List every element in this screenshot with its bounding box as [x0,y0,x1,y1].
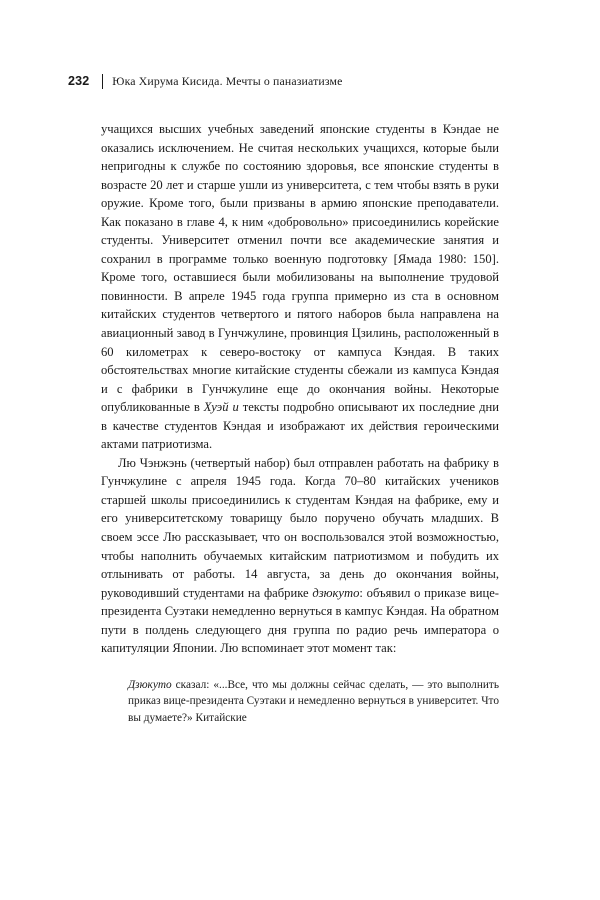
page-header [68,74,532,89]
paragraph-2-italic: дзюкуто [312,585,360,600]
body-text [101,120,499,727]
paragraph-2-tail: : объявил о приказе вице-президента Суэтаки немедленно вернуться в кампус Кэндая. На обратном пути в полдень следующего дня группа по радио речь императора о капитуляции Японии. Лю вспоминает этот момент так: [101,585,500,656]
paragraph-1-text: учащихся высших учебных заведений японские студенты в Кэндае не оказались исключением. Не считая нескольких учащихся, которые были непригодны к службе по состоянию здоровья, все японские студенты в возрасте 20 лет и старше ушли из университета, с тем чтобы взять в руки оружие. Кроме того, были призваны в армию японские преподаватели. Как показано в главе 4, к ним «добровольно» присоединились корейские студенты. Университет отменил почти все академические занятия и сохранил в программе только военную подготовку [Ямада 1980: 150]. Кроме того, оставшиеся были мобилизованы на выполнение трудовой повинности. В апреле 1945 года группа примерно из ста в основном китайских студентов четвертого и пятого наборов была направлена на авиационный завод в Гунчжулине, провинция Цзилинь, расположенный в 60 километрах к северо-востоку от кампуса Кэндая. В таких обстоятельствах многие китайские студенты сбежали из кампуса Кэндая и с фабрики в Гунчжулине еще до окончания войны. Некоторые опубликованные в [101,122,499,415]
block-quote-italic: Дзюкуто [128,678,172,691]
page-number: 232 [68,74,90,88]
paragraph-2 [101,454,499,658]
header-divider [102,74,103,89]
paragraph-2-text: Лю Чэнжэнь (четвертый набор) был отправлен работать на фабрику в Гунчжулине с апреля 1945 года. Когда 70–80 китайских учеников старшей школы присоединились к студентам Кэндая на фабрике, ему и его университетскому товарищу было поручено обучать младших. В своем эссе Лю рассказывает, что он воспользовался этой возможностью, чтобы наполнить обучаемых китайским патриотизмом и побудить их отлынивать от работы. 14 августа, за день до окончания войны, руководивший студентами на фабрике [101,455,499,600]
block-quote [128,677,499,727]
block-quote-text: сказал: «...Все, что мы должны сейчас сделать, — это выполнить приказ вице-президента Суэтаки и немедленно вернуться в университет. Что вы думаете?» Китайские [128,678,499,725]
paragraph-1-italic: Хуэй и [203,400,239,415]
paragraph-1 [101,120,499,454]
paragraph-1-tail: тексты подробно описывают их последние дни в качестве студентов Кэндая и изображают их действия героическими актами патриотизма. [101,400,499,452]
running-title: Юка Хирума Кисида. Мечты о паназиатизме [112,74,343,88]
